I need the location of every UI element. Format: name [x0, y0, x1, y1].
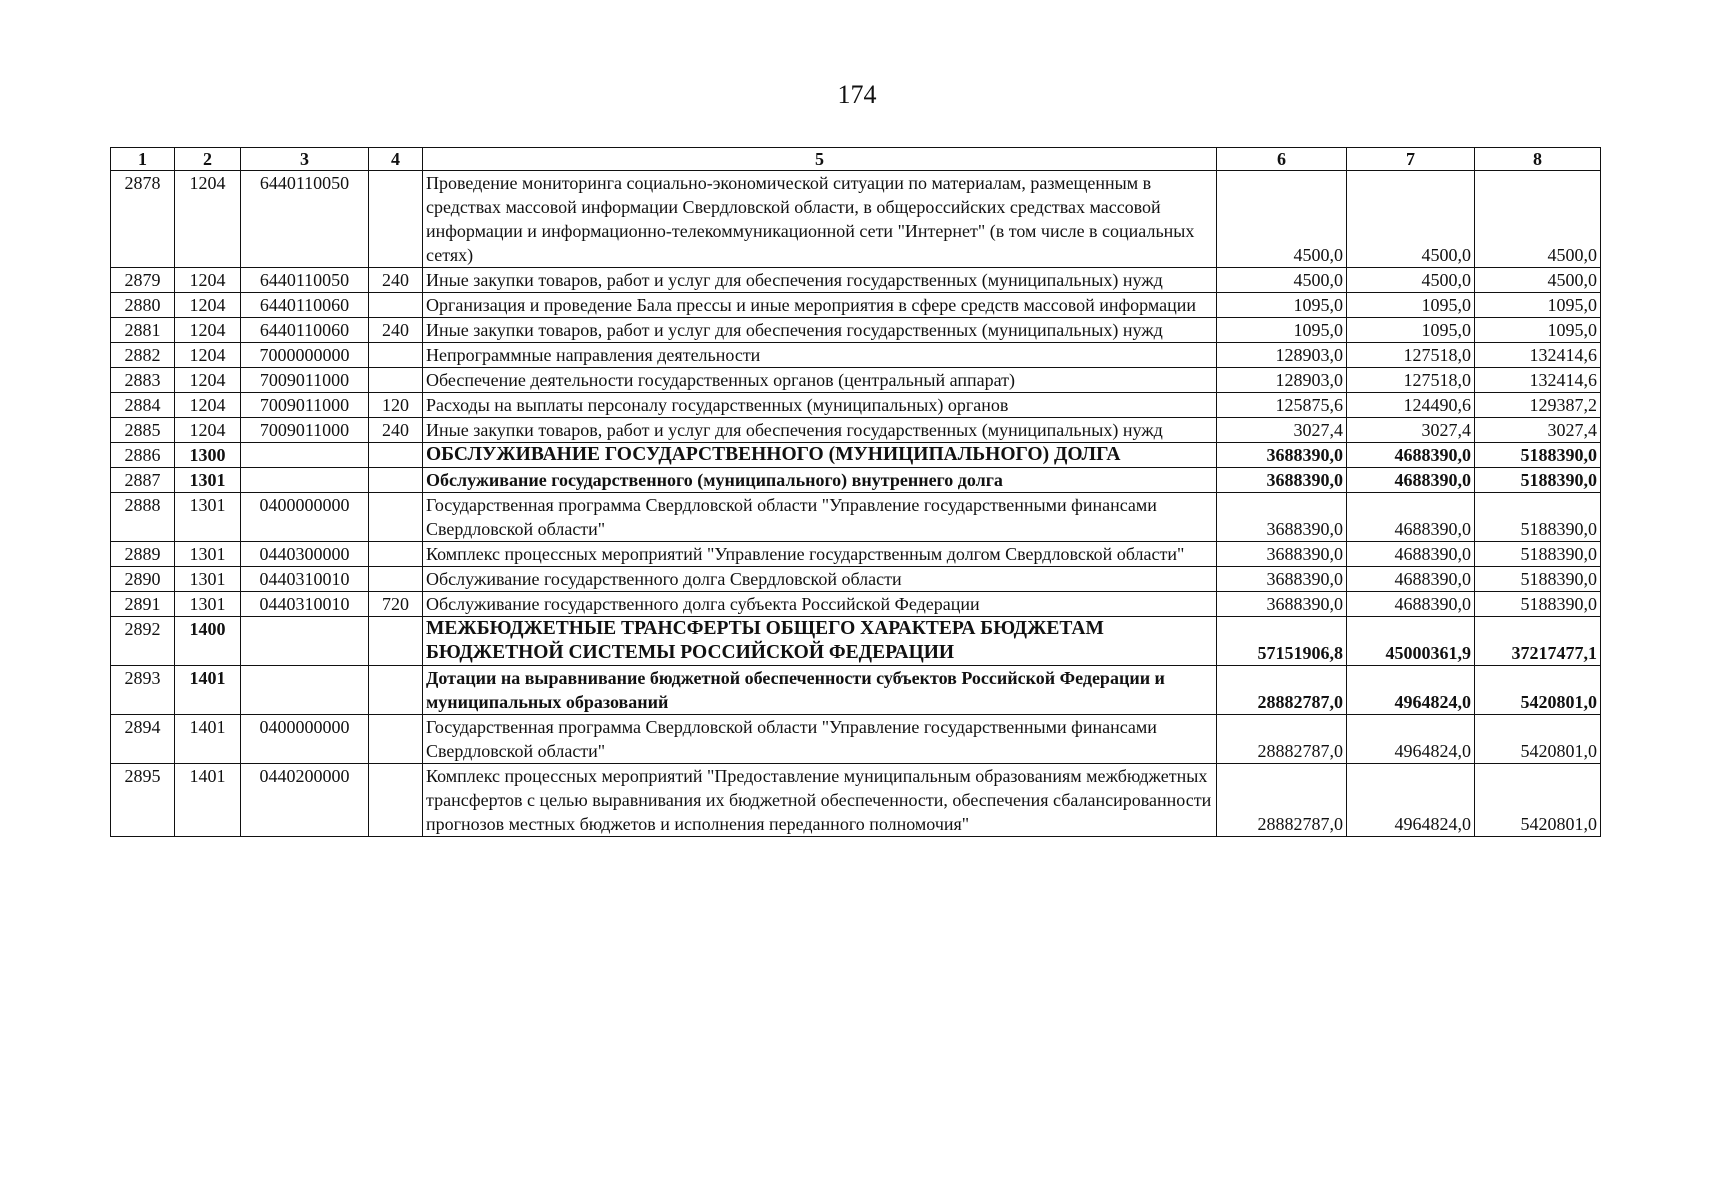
section-code: 1401 [175, 666, 241, 715]
target-article-code: 7000000000 [241, 343, 369, 368]
target-article-code: 7009011000 [241, 418, 369, 443]
row-number: 2880 [111, 293, 175, 318]
table-row [111, 715, 1601, 764]
table-row [111, 567, 1601, 592]
amount-year-2: 1095,0 [1347, 293, 1475, 318]
amount-year-2: 4500,0 [1347, 268, 1475, 293]
row-number: 2892 [111, 617, 175, 666]
table-row [111, 268, 1601, 293]
section-code: 1204 [175, 268, 241, 293]
column-header: 7 [1347, 148, 1475, 171]
table-header-row [111, 148, 1601, 171]
target-article-code: 0440310010 [241, 592, 369, 617]
table-row [111, 343, 1601, 368]
amount-year-2: 4688390,0 [1347, 493, 1475, 542]
section-code: 1301 [175, 592, 241, 617]
amount-year-3: 1095,0 [1475, 318, 1601, 343]
row-name: МЕЖБЮДЖЕТНЫЕ ТРАНСФЕРТЫ ОБЩЕГО ХАРАКТЕРА БЮДЖЕТАМ БЮДЖЕТНОЙ СИСТЕМЫ РОССИЙСКОЙ ФЕДЕРАЦИИ [423, 617, 1217, 666]
row-number: 2878 [111, 171, 175, 268]
amount-year-1: 1095,0 [1217, 293, 1347, 318]
amount-year-3: 5188390,0 [1475, 567, 1601, 592]
amount-year-1: 128903,0 [1217, 368, 1347, 393]
expense-type-code [369, 542, 423, 567]
row-number: 2893 [111, 666, 175, 715]
table-row [111, 393, 1601, 418]
amount-year-1: 3688390,0 [1217, 443, 1347, 468]
amount-year-1: 3027,4 [1217, 418, 1347, 443]
expense-type-code [369, 368, 423, 393]
column-header: 3 [241, 148, 369, 171]
row-number: 2879 [111, 268, 175, 293]
amount-year-3: 132414,6 [1475, 368, 1601, 393]
row-name: Непрограммные направления деятельности [423, 343, 1217, 368]
amount-year-3: 5188390,0 [1475, 468, 1601, 493]
target-article-code: 6440110050 [241, 171, 369, 268]
expense-type-code: 120 [369, 393, 423, 418]
row-number: 2886 [111, 443, 175, 468]
column-header: 6 [1217, 148, 1347, 171]
section-code: 1401 [175, 715, 241, 764]
row-number: 2889 [111, 542, 175, 567]
amount-year-3: 5188390,0 [1475, 493, 1601, 542]
row-name: Расходы на выплаты персоналу государственных (муниципальных) органов [423, 393, 1217, 418]
section-code: 1301 [175, 567, 241, 592]
amount-year-3: 37217477,1 [1475, 617, 1601, 666]
table-row [111, 293, 1601, 318]
expense-type-code: 720 [369, 592, 423, 617]
table-row [111, 592, 1601, 617]
amount-year-1: 1095,0 [1217, 318, 1347, 343]
target-article-code: 0440200000 [241, 764, 369, 837]
column-header: 1 [111, 148, 175, 171]
target-article-code: 7009011000 [241, 393, 369, 418]
expense-type-code [369, 666, 423, 715]
row-name: Комплекс процессных мероприятий "Предоставление муниципальным образованиям межбюджетных трансфертов с целью выравнивания их бюджетной обеспеченности, обеспечения сбалансированности прогнозов местных бюджетов и исполнения переданного полномочия" [423, 764, 1217, 837]
row-number: 2895 [111, 764, 175, 837]
row-name: Обслуживание государственного долга субъекта Российской Федерации [423, 592, 1217, 617]
column-header: 4 [369, 148, 423, 171]
row-number: 2881 [111, 318, 175, 343]
amount-year-1: 3688390,0 [1217, 468, 1347, 493]
section-code: 1204 [175, 418, 241, 443]
expense-type-code: 240 [369, 318, 423, 343]
row-name: Организация и проведение Бала прессы и иные мероприятия в сфере средств массовой информации [423, 293, 1217, 318]
amount-year-3: 132414,6 [1475, 343, 1601, 368]
expense-type-code [369, 343, 423, 368]
expense-type-code: 240 [369, 418, 423, 443]
amount-year-2: 4688390,0 [1347, 443, 1475, 468]
column-header: 2 [175, 148, 241, 171]
target-article-code: 0400000000 [241, 493, 369, 542]
row-name: Комплекс процессных мероприятий "Управление государственным долгом Свердловской области" [423, 542, 1217, 567]
section-code: 1301 [175, 493, 241, 542]
amount-year-2: 1095,0 [1347, 318, 1475, 343]
row-name: Иные закупки товаров, работ и услуг для обеспечения государственных (муниципальных) нужд [423, 318, 1217, 343]
amount-year-2: 4688390,0 [1347, 592, 1475, 617]
amount-year-2: 45000361,9 [1347, 617, 1475, 666]
row-name: Обеспечение деятельности государственных органов (центральный аппарат) [423, 368, 1217, 393]
amount-year-1: 4500,0 [1217, 268, 1347, 293]
budget-table [110, 147, 1601, 837]
table-row [111, 542, 1601, 567]
table-row [111, 764, 1601, 837]
amount-year-3: 4500,0 [1475, 171, 1601, 268]
amount-year-2: 127518,0 [1347, 368, 1475, 393]
row-number: 2884 [111, 393, 175, 418]
column-header: 8 [1475, 148, 1601, 171]
amount-year-2: 127518,0 [1347, 343, 1475, 368]
section-code: 1204 [175, 293, 241, 318]
row-name: ОБСЛУЖИВАНИЕ ГОСУДАРСТВЕННОГО (МУНИЦИПАЛЬНОГО) ДОЛГА [423, 443, 1217, 468]
amount-year-3: 5188390,0 [1475, 592, 1601, 617]
amount-year-2: 4964824,0 [1347, 764, 1475, 837]
amount-year-3: 5420801,0 [1475, 715, 1601, 764]
table-row [111, 468, 1601, 493]
amount-year-3: 1095,0 [1475, 293, 1601, 318]
section-code: 1204 [175, 318, 241, 343]
section-code: 1300 [175, 443, 241, 468]
row-name: Иные закупки товаров, работ и услуг для обеспечения государственных (муниципальных) нужд [423, 418, 1217, 443]
section-code: 1204 [175, 343, 241, 368]
section-code: 1301 [175, 468, 241, 493]
column-header: 5 [423, 148, 1217, 171]
row-name: Государственная программа Свердловской области "Управление государственными финансами Свердловской области" [423, 493, 1217, 542]
target-article-code [241, 666, 369, 715]
target-article-code [241, 617, 369, 666]
target-article-code: 0440300000 [241, 542, 369, 567]
amount-year-1: 3688390,0 [1217, 567, 1347, 592]
row-number: 2885 [111, 418, 175, 443]
amount-year-2: 4688390,0 [1347, 567, 1475, 592]
table-body [111, 171, 1601, 837]
row-name: Государственная программа Свердловской области "Управление государственными финансами Свердловской области" [423, 715, 1217, 764]
target-article-code: 6440110060 [241, 318, 369, 343]
target-article-code: 6440110050 [241, 268, 369, 293]
section-code: 1204 [175, 368, 241, 393]
row-number: 2891 [111, 592, 175, 617]
target-article-code: 6440110060 [241, 293, 369, 318]
target-article-code: 7009011000 [241, 368, 369, 393]
section-code: 1204 [175, 171, 241, 268]
section-code: 1400 [175, 617, 241, 666]
expense-type-code [369, 293, 423, 318]
amount-year-3: 4500,0 [1475, 268, 1601, 293]
row-name: Обслуживание государственного (муниципального) внутреннего долга [423, 468, 1217, 493]
amount-year-1: 3688390,0 [1217, 592, 1347, 617]
table-row [111, 318, 1601, 343]
page-number: 174 [837, 80, 877, 109]
row-number: 2882 [111, 343, 175, 368]
expense-type-code [369, 715, 423, 764]
amount-year-3: 5420801,0 [1475, 666, 1601, 715]
section-code: 1401 [175, 764, 241, 837]
amount-year-3: 5420801,0 [1475, 764, 1601, 837]
row-number: 2888 [111, 493, 175, 542]
table-row [111, 493, 1601, 542]
table-row [111, 368, 1601, 393]
expense-type-code [369, 493, 423, 542]
expense-type-code [369, 468, 423, 493]
expense-type-code [369, 443, 423, 468]
expense-type-code [369, 171, 423, 268]
amount-year-2: 4500,0 [1347, 171, 1475, 268]
table-row [111, 617, 1601, 666]
row-number: 2883 [111, 368, 175, 393]
amount-year-2: 4964824,0 [1347, 666, 1475, 715]
row-name: Дотации на выравнивание бюджетной обеспеченности субъектов Российской Федерации и муниципальных образований [423, 666, 1217, 715]
row-name: Обслуживание государственного долга Свердловской области [423, 567, 1217, 592]
amount-year-2: 124490,6 [1347, 393, 1475, 418]
row-number: 2887 [111, 468, 175, 493]
amount-year-1: 28882787,0 [1217, 666, 1347, 715]
amount-year-2: 3027,4 [1347, 418, 1475, 443]
section-code: 1204 [175, 393, 241, 418]
row-name: Проведение мониторинга социально-экономической ситуации по материалам, размещенным в средствах массовой информации Свердловской области, в общероссийских средствах массовой информации и информационно-телекоммуникационной сети "Интернет" (в том числе в социальных сетях) [423, 171, 1217, 268]
amount-year-2: 4964824,0 [1347, 715, 1475, 764]
amount-year-1: 3688390,0 [1217, 493, 1347, 542]
target-article-code: 0400000000 [241, 715, 369, 764]
table-row [111, 171, 1601, 268]
target-article-code [241, 443, 369, 468]
expense-type-code [369, 617, 423, 666]
amount-year-2: 4688390,0 [1347, 468, 1475, 493]
table-row [111, 418, 1601, 443]
amount-year-3: 5188390,0 [1475, 443, 1601, 468]
row-name: Иные закупки товаров, работ и услуг для обеспечения государственных (муниципальных) нужд [423, 268, 1217, 293]
section-code: 1301 [175, 542, 241, 567]
row-number: 2894 [111, 715, 175, 764]
amount-year-1: 3688390,0 [1217, 542, 1347, 567]
amount-year-3: 129387,2 [1475, 393, 1601, 418]
amount-year-3: 5188390,0 [1475, 542, 1601, 567]
amount-year-3: 3027,4 [1475, 418, 1601, 443]
expense-type-code: 240 [369, 268, 423, 293]
target-article-code: 0440310010 [241, 567, 369, 592]
amount-year-1: 28882787,0 [1217, 715, 1347, 764]
table-row [111, 666, 1601, 715]
amount-year-2: 4688390,0 [1347, 542, 1475, 567]
amount-year-1: 57151906,8 [1217, 617, 1347, 666]
amount-year-1: 28882787,0 [1217, 764, 1347, 837]
amount-year-1: 128903,0 [1217, 343, 1347, 368]
expense-type-code [369, 764, 423, 837]
row-number: 2890 [111, 567, 175, 592]
amount-year-1: 125875,6 [1217, 393, 1347, 418]
table-row [111, 443, 1601, 468]
amount-year-1: 4500,0 [1217, 171, 1347, 268]
target-article-code [241, 468, 369, 493]
expense-type-code [369, 567, 423, 592]
